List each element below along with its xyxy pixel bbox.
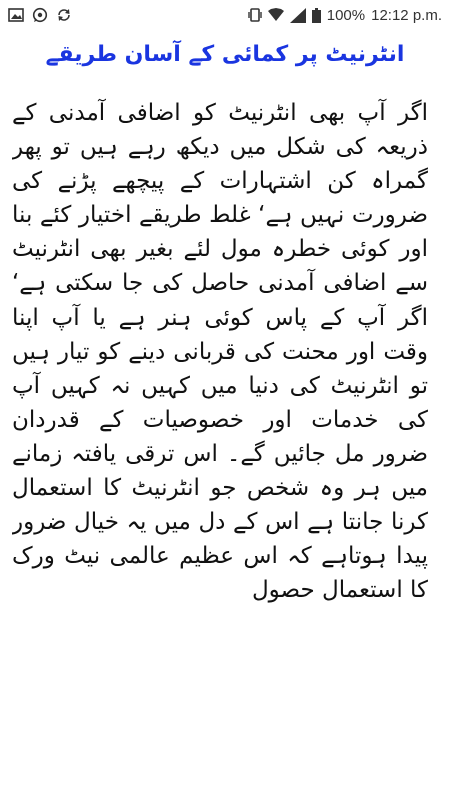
article-title: انٹرنیٹ پر کمائی کے آسان طریقے — [45, 42, 405, 67]
system-status — [248, 7, 442, 24]
battery-icon — [312, 8, 321, 23]
wifi-icon — [268, 8, 284, 22]
notification-icons — [8, 7, 72, 23]
vibrate-icon — [248, 7, 262, 23]
battery-percent: 100% — [326, 6, 366, 24]
status-bar — [0, 0, 450, 30]
sync-icon — [56, 7, 72, 23]
image-icon — [8, 8, 24, 22]
signal-icon — [290, 8, 306, 23]
article-paragraph: اگر آپ بھی انٹرنیٹ کو اضافی آمدنی کے ذریعہ کی شکل میں دیکھ رہے ہیں تو پھر گمراہ کن اشتہارات کے پیچھے پڑنے کی ضرورت نہیں ہے‘ غلط طریقے اختیار کئے بنا اور کوئی خطرہ مول لئے بغیر بھی انٹرنیٹ سے اضافی آمدنی حاصل کی جا سکتی ہے‘ اگر آپ کے پاس کوئی ہنر ہے یا آپ اپنا وقت اور محنت کی قربانی دینے کو تیار ہیں تو انٹرنیٹ کی دنیا میں کہیں نہ کہیں آپ کی خدمات اور خصوصیات کے قدردان ضرور مل جائیں گے۔ اس ترقی یافتہ زمانے میں ہر وہ شخص جو انٹرنیٹ کا استعمال کرنا جانتا ہے اس کے دل میں یہ خیال ضرور پیدا ہوتاہے کہ اس عظیم عالمی نیٹ ورک کا استعمال حصول — [12, 100, 428, 604]
clock: 12:12 p.m. — [371, 6, 442, 24]
whatsapp-icon — [32, 7, 48, 23]
article-body[interactable] — [12, 96, 428, 710]
